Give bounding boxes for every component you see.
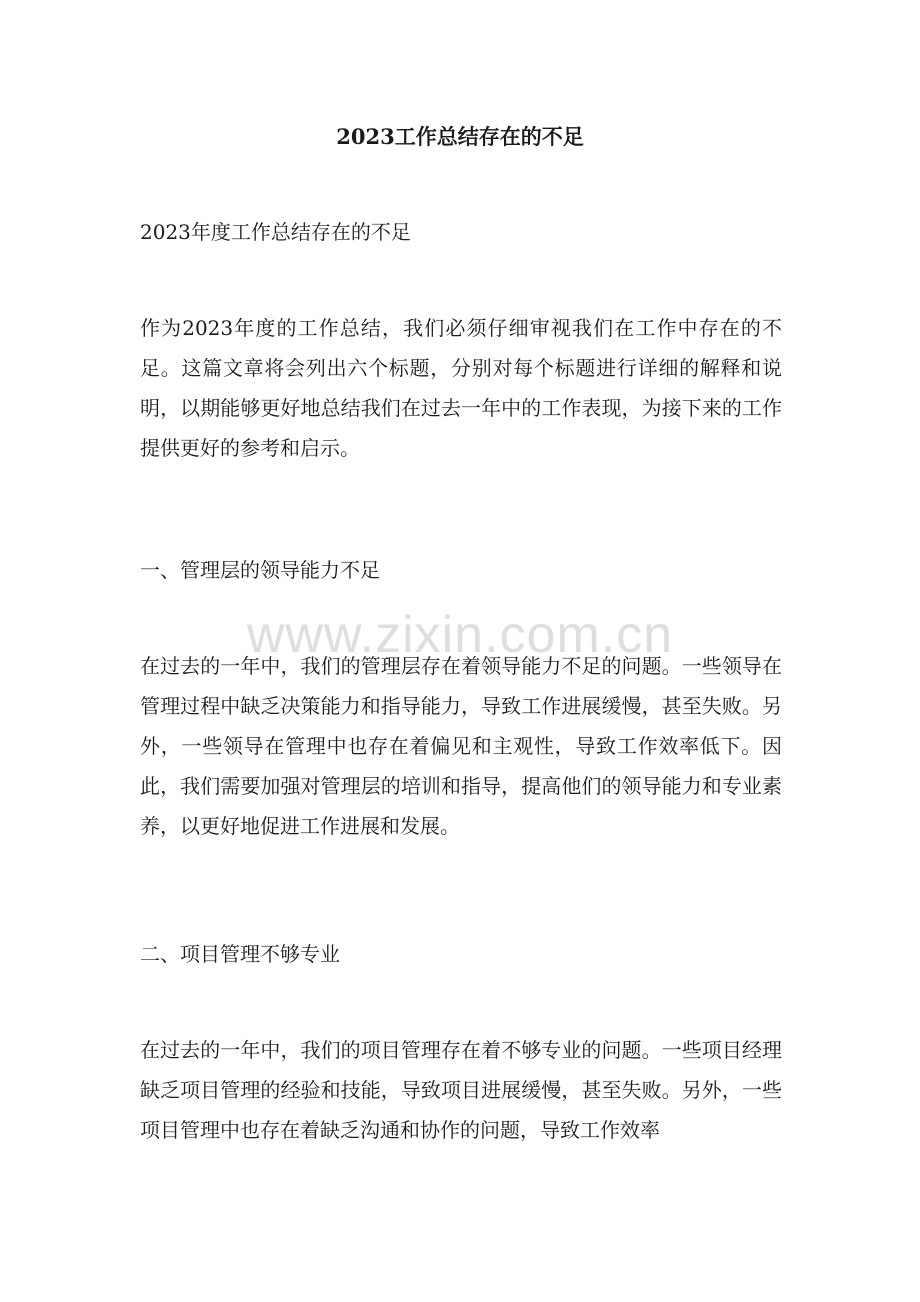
intro-paragraph: 作为2023年度的工作总结，我们必须仔细审视我们在工作中存在的不足。这篇文章将会列出六个标题，分别对每个标题进行详细的解释和说明，以期能够更好地总结我们在过去一年中的工作表现，为接下来的工作提供更好的参考和启示。 bbox=[140, 316, 782, 460]
section-paragraph: 在过去的一年中，我们的项目管理存在着不够专业的问题。一些项目经理缺乏项目管理的经验和技能，导致项目进展缓慢，甚至失败。另外，一些项目管理中也存在着缺乏沟通和协作的问题，导致工作效率 bbox=[140, 1038, 782, 1142]
document-subtitle: 2023年度工作总结存在的不足 bbox=[140, 220, 411, 244]
section-paragraph: 在过去的一年中，我们的管理层存在着领导能力不足的问题。一些领导在管理过程中缺乏决策能力和指导能力，导致工作进展缓慢，甚至失败。另外，一些领导在管理中也存在着偏见和主观性，导致工作效率低下。因此，我们需要加强对管理层的培训和指导，提高他们的领导能力和专业素养，以更好地促进工作进展和发展。 bbox=[140, 654, 782, 838]
section-heading: 二、项目管理不够专业 bbox=[140, 942, 340, 966]
section-heading: 一、管理层的领导能力不足 bbox=[140, 558, 380, 582]
watermark: www.zixin.com.cn bbox=[246, 606, 674, 664]
document-title: 2023工作总结存在的不足 bbox=[336, 124, 584, 149]
